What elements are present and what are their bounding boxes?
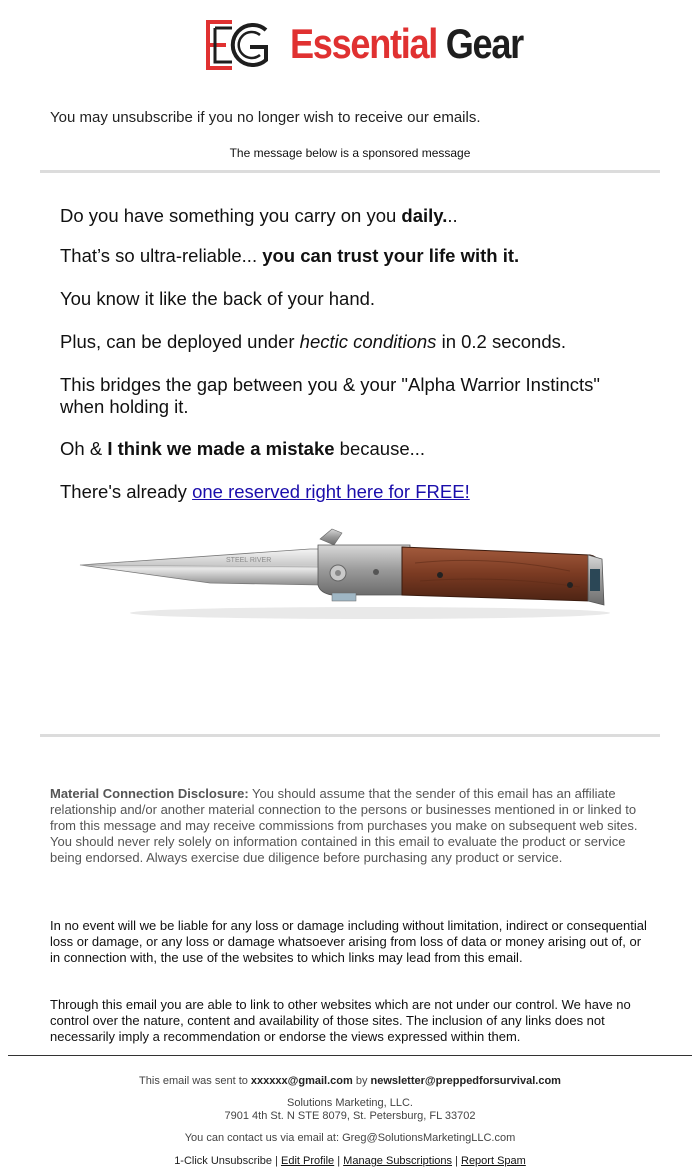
p1-text: Do you have something you carry on you — [60, 205, 402, 226]
contact-line: You can contact us via email at: Greg@SolutionsMarketingLLC.com — [184, 1132, 516, 1144]
logo-word-gear: Gear — [445, 20, 523, 67]
divider — [40, 170, 660, 173]
paragraph-2 — [60, 245, 640, 267]
p6-text-end: because... — [334, 438, 426, 459]
paragraph-1 — [60, 205, 640, 227]
report-spam-link[interactable]: Report Spam — [461, 1155, 526, 1167]
p7-text: There's already — [60, 481, 193, 502]
p4-italic: hectic conditions — [299, 331, 437, 352]
p6-bold: I think we made a mistake — [107, 438, 335, 459]
sender-email: newsletter@preppedforsurvival.com — [370, 1075, 561, 1087]
footer-links — [0, 1155, 700, 1168]
paragraph-4 — [60, 331, 640, 353]
recipient-email: xxxxxx@gmail.com — [250, 1075, 353, 1087]
logo-word-essential: Essential — [290, 20, 438, 67]
company-name: Solutions Marketing, LLC. — [287, 1097, 413, 1109]
knife-product-image[interactable] — [70, 515, 630, 635]
disclosure-title: Material Connection Disclosure: — [50, 786, 249, 801]
sponsored-note: The message below is a sponsored message — [229, 146, 471, 160]
divider — [40, 734, 660, 737]
brand-logo — [0, 14, 700, 76]
sent-to-line — [0, 1075, 700, 1088]
external-links-notice: Through this email you are able to link to other websites which are not under our control. We have no control over the nature, content and availability of those sites. The inclusion of any links does not necessarily imply a recommendation or endorse the views expressed within them. — [50, 997, 631, 1044]
edit-profile-link[interactable]: Edit Profile — [280, 1155, 335, 1167]
p2-text: That’s so ultra-reliable... — [60, 245, 263, 266]
one-click-unsubscribe[interactable]: 1-Click Unsubscribe — [174, 1155, 272, 1167]
separator: | — [452, 1155, 461, 1167]
p1-bold: daily. — [401, 205, 448, 226]
eg-logo-mark-icon — [202, 18, 272, 72]
p1-ellipsis: .. — [447, 205, 458, 226]
p4-text-end: in 0.2 seconds. — [436, 331, 567, 352]
liability-notice: In no event will we be liable for any loss or damage including without limitation, indirect or consequential loss or damage, or any loss or damage whatsoever arising from loss of data or money arising out of, or in connection with, the use of the websites to which links may lead from this email. — [50, 918, 647, 965]
sent-by: by — [352, 1075, 371, 1087]
paragraph-7 — [60, 481, 640, 503]
separator: | — [334, 1155, 344, 1167]
paragraph-5: This bridges the gap between you & your "Alpha Warrior Instincts" when holding it. — [60, 374, 600, 417]
company-address: 7901 4th St. N STE 8079, St. Petersburg, FL 33702 — [224, 1110, 476, 1122]
logo-wordmark — [290, 16, 523, 72]
p2-bold: you can trust your life with it. — [262, 245, 520, 266]
manage-subscriptions-link[interactable]: Manage Subscriptions — [343, 1155, 453, 1167]
p4-text: Plus, can be deployed under — [60, 331, 300, 352]
sent-prefix: This email was sent to — [139, 1075, 251, 1087]
p6-text: Oh & — [60, 438, 108, 459]
paragraph-6 — [60, 438, 640, 460]
material-connection-disclosure — [50, 786, 650, 866]
footer-divider — [8, 1055, 692, 1056]
paragraph-3: You know it like the back of your hand. — [60, 288, 376, 309]
unsubscribe-note: You may unsubscribe if you no longer wish to receive our emails. — [50, 109, 481, 126]
free-offer-link[interactable]: one reserved right here for FREE! — [192, 481, 470, 502]
blade-engraving: STEEL RIVER — [226, 557, 272, 564]
disclosure-text: You should assume that the sender of this email has an affiliate relationship and/or another material connection to the persons or businesses mentioned in or linked to from this message and may receive commissions from purchases you make on subsequent web sites. You should never rely solely on information contained in this email to evaluate the product or service being endorsed. Always exercise due diligence before purchasing any product or service. — [50, 786, 638, 865]
separator: | — [272, 1155, 281, 1167]
